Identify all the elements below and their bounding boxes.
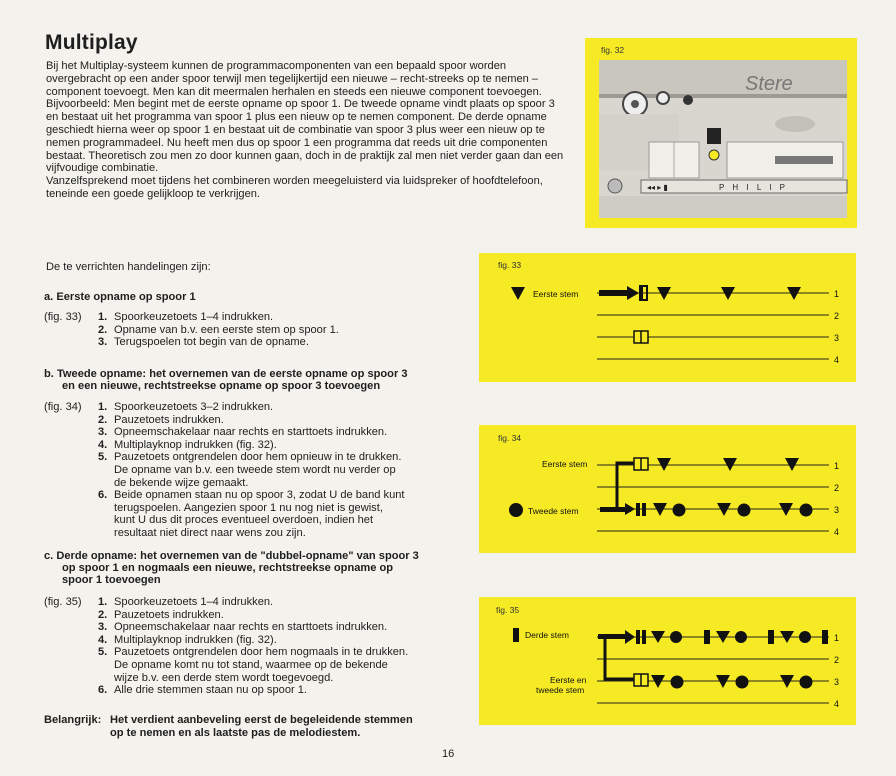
track-label-2: 2 <box>834 483 840 493</box>
figure-35-diagram <box>479 597 856 725</box>
step-text: Spoorkeuzetoets 3–2 indrukken. <box>114 401 274 413</box>
track-label-1: 1 <box>834 289 840 299</box>
step-number: 3. <box>98 621 108 634</box>
brand-text: P H I L I P <box>719 183 789 192</box>
figure-34-label: fig. 34 <box>498 433 522 443</box>
track-label-4: 4 <box>834 699 840 709</box>
list-item <box>98 502 405 515</box>
figure-34 <box>479 425 856 553</box>
step-text: Alle drie stemmen staan nu op spoor 1. <box>114 684 308 697</box>
list-item <box>98 426 405 439</box>
intro-paragraph-3: Vanzelfsprekend moet tijdens het combineren worden meegeluisterd via luidspreker of hoofdtelefoon, teneinde een goede gelijkloop te verkrijgen. <box>46 175 543 200</box>
step-text: Terugspoelen tot begin van de opname. <box>114 336 309 349</box>
section-c-heading-2: op spoor 1 en nogmaals een nieuwe, rechtstreekse opname op <box>62 562 394 574</box>
legend-triangle-icon <box>511 287 525 300</box>
list-item <box>98 464 405 477</box>
step-number: 6. <box>98 684 108 697</box>
step-text: de bekende wijze gemaakt. <box>114 476 249 489</box>
figure-32 <box>585 38 857 228</box>
figure-34-diagram <box>479 425 856 553</box>
arrow-icon <box>625 630 635 644</box>
list-item <box>98 451 405 464</box>
track-label-3: 3 <box>834 333 840 343</box>
track-label-3: 3 <box>834 677 840 687</box>
step-text: Opname van b.v. een eerste stem op spoor 1. <box>114 323 339 336</box>
track-label-1: 1 <box>834 633 840 643</box>
page-title: Multiplay <box>45 31 138 54</box>
step-text: Opneemschakelaar naar rechts en starttoets indrukken. <box>114 426 388 439</box>
track-label-2: 2 <box>834 311 840 321</box>
list-item <box>98 414 405 427</box>
step-text: De opname komt nu tot stand, waarmee op de bekende <box>114 658 388 671</box>
step-number: 1. <box>98 311 108 323</box>
section-a-fig-ref: (fig. 33) <box>44 311 82 323</box>
step-text: Beide opnamen staan nu op spoor 3, zodat U de band kunt <box>114 489 405 502</box>
step-text: Spoorkeuzetoets 1–4 indrukken. <box>114 311 274 323</box>
step-number: 3. <box>98 426 108 439</box>
recorder-photo <box>585 38 857 228</box>
legend-tweede-stem: tweede stem <box>536 685 585 695</box>
legend-eerste-en: Eerste en <box>550 675 587 685</box>
list-item <box>98 514 405 527</box>
legend-derde-stem: Derde stem <box>525 630 569 640</box>
step-text: Pauzetoets ontgrendelen door hem opnieuw in te drukken. <box>114 451 402 464</box>
list-item <box>98 609 408 622</box>
stereo-logo: Stere <box>745 73 793 95</box>
list-item <box>98 439 405 452</box>
list-item <box>98 672 408 685</box>
figure-32-label: fig. 32 <box>601 45 625 55</box>
step-number: 2. <box>98 608 108 621</box>
legend-eerste-stem: Eerste stem <box>533 289 579 299</box>
legend-eerste-stem: Eerste stem <box>542 459 588 469</box>
legend-circle-icon <box>509 503 523 517</box>
list-item <box>98 324 339 337</box>
list-item <box>98 311 339 324</box>
step-number: 5. <box>98 646 108 659</box>
legend-bar-icon <box>513 628 519 642</box>
step-number: 1. <box>98 401 108 413</box>
step-text: Pauzetoets indrukken. <box>114 413 224 426</box>
step-text: De opname van b.v. een tweede stem wordt nu verder op <box>114 463 396 476</box>
step-text: terugspoelen. Aangezien spoor 1 nu nog niet is gewist, <box>114 501 383 514</box>
handelingen-intro: De te verrichten handelingen zijn: <box>46 261 211 273</box>
step-number: 5. <box>98 451 108 464</box>
step-number: 4. <box>98 633 108 646</box>
belangrijk-line-1: Het verdient aanbeveling eerst de begeleidende stemmen <box>110 714 413 726</box>
step-text: Pauzetoets ontgrendelen door hem nogmaals in te drukken. <box>114 646 409 659</box>
list-item <box>98 646 408 659</box>
step-number: 4. <box>98 438 108 451</box>
list-item <box>98 401 405 414</box>
section-b-fig-ref: (fig. 34) <box>44 401 82 413</box>
step-text: Spoorkeuzetoets 1–4 indrukken. <box>114 596 274 608</box>
section-c-steps <box>98 596 408 697</box>
step-number: 6. <box>98 489 108 502</box>
keys-symbols: ◂◂ ▸ ▮ <box>647 183 668 192</box>
step-text: resultaat niet direct naar wens zou zijn. <box>114 526 306 539</box>
section-a-heading: a. Eerste opname op spoor 1 <box>44 291 196 303</box>
step-number: 3. <box>98 336 108 349</box>
figure-33-diagram <box>479 253 856 382</box>
legend-tweede-stem: Tweede stem <box>528 506 579 516</box>
figure-33-label: fig. 33 <box>498 260 522 270</box>
list-item <box>98 659 408 672</box>
intro-paragraph-1: Bij het Multiplay-systeem kunnen de programmacomponenten van een bepaald spoor worden overgebracht op een ander spoor terwijl men tegelijkertijd een nieuwe – recht-streeks op te nemen – component toevoegt. Men kan dit meermalen herhalen en steeds een nieuwe component toevoegen. <box>46 60 542 98</box>
belangrijk-line-2: op te nemen en als laatste pas de melodiestem. <box>110 727 361 739</box>
step-number: 1. <box>98 596 108 608</box>
arrow-icon <box>627 286 639 300</box>
section-b-heading-1: b. Tweede opname: het overnemen van de eerste opname op spoor 3 <box>44 368 408 380</box>
figure-35 <box>479 597 856 725</box>
step-number: 2. <box>98 413 108 426</box>
list-item <box>98 634 408 647</box>
step-text: Pauzetoets indrukken. <box>114 608 224 621</box>
section-c-fig-ref: (fig. 35) <box>44 596 82 608</box>
step-text: wijze b.v. een derde stem wordt toegevoegd. <box>114 671 334 684</box>
section-b-heading-2: en een nieuwe, rechtstreekse opname op spoor 3 toevoegen <box>62 380 381 392</box>
step-text: Multiplayknop indrukken (fig. 32). <box>114 633 277 646</box>
track-label-4: 4 <box>834 355 840 365</box>
figure-35-label: fig. 35 <box>496 605 520 615</box>
list-item <box>98 596 408 609</box>
list-item <box>98 477 405 490</box>
section-a-steps <box>98 311 339 349</box>
track-label-3: 3 <box>834 505 840 515</box>
list-item <box>98 336 339 349</box>
track-label-4: 4 <box>834 527 840 537</box>
list-item <box>98 489 405 502</box>
arrow-icon <box>625 503 635 515</box>
track-label-1: 1 <box>834 461 840 471</box>
figure-33 <box>479 253 856 382</box>
list-item <box>98 527 405 540</box>
step-number: 2. <box>98 323 108 336</box>
intro-text <box>46 60 566 201</box>
belangrijk-label: Belangrijk: <box>44 714 102 726</box>
section-c-heading-3: spoor 1 toevoegen <box>62 574 161 586</box>
page-number: 16 <box>442 748 455 760</box>
step-text: Multiplayknop indrukken (fig. 32). <box>114 438 277 451</box>
list-item <box>98 684 408 697</box>
step-text: kunt U dus dit proces eventueel overdoen, indien het <box>114 514 374 527</box>
intro-paragraph-2: Bijvoorbeeld: Men begint met de eerste opname op spoor 1. De tweede opname vindt plaats op spoor 3 en bestaat uit het programma van spoor 1 plus een nieuw op te nemen component. De derde opname geschiedt hierna weer op spoor 1 en bestaat uit de combinatie van spoor 3 plus weer een nieuw op te nemen programmadeel. Nu heeft men dus op spoor 1 een programma dat reeds uit drie componenten bestaat. Theoretisch zou men zo door kunnen gaan, doch in de praktijk zal men niet verder gaan dan een vijfvoudige combinatie. <box>46 98 564 175</box>
section-b-steps <box>98 401 405 540</box>
section-c-heading-1: c. Derde opname: het overnemen van de "dubbel-opname" van spoor 3 <box>44 550 419 562</box>
step-text: Opneemschakelaar naar rechts en starttoets indrukken. <box>114 621 388 634</box>
list-item <box>98 621 408 634</box>
track-label-2: 2 <box>834 655 840 665</box>
